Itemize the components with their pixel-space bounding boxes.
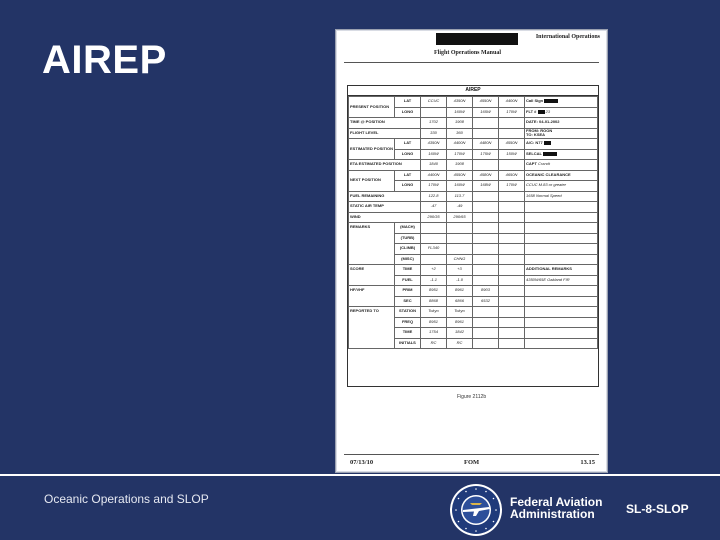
selcal-cell: SELCAL (525, 149, 598, 160)
cell (525, 223, 598, 234)
cell: 8961 (447, 286, 473, 297)
label-flight-level: FLIGHT LEVEL (349, 128, 421, 139)
cell: 360 (447, 128, 473, 139)
cell: 168W (473, 181, 499, 192)
cell: 1842 (447, 328, 473, 339)
label-mach: (MACH) (395, 223, 421, 234)
redaction-block (544, 141, 551, 145)
call-sign-cell: Call Sign (525, 97, 598, 108)
cell: CCUC (421, 97, 447, 108)
cell: 4480N (473, 139, 499, 150)
cell: Tokyo (447, 307, 473, 318)
cell (499, 233, 525, 244)
from-to-cell: FROM: ROON TO: KSEA (525, 128, 598, 139)
captain-cell: CAPT Crandt (525, 160, 598, 171)
label-hf-vhf: HF/VHF (349, 286, 395, 307)
aircraft-cell: A/C: N77 (525, 139, 598, 150)
label-time-position: TIME @ POSITION (349, 118, 421, 129)
cell: CHNG (447, 254, 473, 265)
clearance-value-cell: CCUC M.83 or greater (525, 181, 598, 192)
cell (421, 223, 447, 234)
redaction-block (538, 110, 545, 114)
document-page (335, 29, 608, 473)
cell: -1.0 (447, 275, 473, 286)
label-estimated-position: ESTIMATED POSITION (349, 139, 395, 160)
airep-table (348, 96, 598, 349)
table-row (349, 160, 598, 171)
cell: 4400N (421, 170, 447, 181)
footer-rule (344, 454, 599, 455)
redaction-block (544, 99, 558, 103)
cell: 4580N (473, 170, 499, 181)
cell: +2 (421, 265, 447, 276)
cell (473, 317, 499, 328)
cell: 170W (421, 181, 447, 192)
cell: Tokyo (421, 307, 447, 318)
remark-value-cell: 4350N/65E Oakland FIR (525, 275, 598, 286)
cell: 160W (447, 107, 473, 118)
label-fuel: FUEL (395, 275, 421, 286)
cell (525, 328, 598, 339)
cell (499, 223, 525, 234)
label-long: LONG (395, 107, 421, 118)
cell: FL340 (421, 244, 447, 255)
figure-caption: Figure 2112b (457, 394, 487, 400)
cell: 8951 (421, 286, 447, 297)
table-row (349, 307, 598, 318)
cell: 8961 (447, 317, 473, 328)
airep-form (347, 85, 599, 387)
table-row (349, 202, 598, 213)
faa-wordmark: Federal Aviation Administration (510, 495, 603, 521)
cell (473, 338, 499, 349)
cell: 170W (499, 107, 525, 118)
additional-remarks-cell: ADDITIONAL REMARKS (525, 265, 598, 276)
cell (499, 118, 525, 129)
cell (473, 212, 499, 223)
cell: -1.1 (421, 275, 447, 286)
cell (525, 202, 598, 213)
label-remarks: REMARKS (349, 223, 395, 265)
label-eta-time: ETA ESTIMATED POSITION (349, 160, 421, 171)
table-row (349, 286, 598, 297)
table-row (349, 128, 598, 139)
cell: 4400N (447, 139, 473, 150)
date-cell: DATE: 04-01-2002 (525, 118, 598, 129)
cell (421, 254, 447, 265)
cell (499, 202, 525, 213)
cell: 6866 (447, 296, 473, 307)
cell (473, 265, 499, 276)
cell (473, 202, 499, 213)
table-row (349, 97, 598, 108)
cell: 8951 (421, 317, 447, 328)
label-turb: (TURB) (395, 233, 421, 244)
cell (499, 275, 525, 286)
document-manual-title: Flight Operations Manual (434, 50, 502, 56)
cell: 290/65 (447, 212, 473, 223)
cell (525, 338, 598, 349)
label-static-air-temp: STATIC AIR TEMP (349, 202, 421, 213)
cell: 330 (421, 128, 447, 139)
document-department: International Operations (535, 34, 600, 40)
cell (473, 275, 499, 286)
label-time: TIME (395, 265, 421, 276)
cell: 8903 (473, 286, 499, 297)
label-wind: WIND (349, 212, 421, 223)
cell (525, 212, 598, 223)
document-footer-fom: FOM (464, 459, 480, 466)
cell (473, 191, 499, 202)
cell: 175W (473, 149, 499, 160)
redaction-bar (436, 33, 518, 45)
label-long: LONG (395, 149, 421, 160)
cell (473, 244, 499, 255)
document-footer-page: 13.15 (580, 459, 595, 466)
cell (525, 244, 598, 255)
cell (499, 265, 525, 276)
label-lat: LAT (395, 97, 421, 108)
footer-course-title: Oceanic Operations and SLOP (44, 492, 209, 506)
label-freq: FREQ (395, 317, 421, 328)
cell (447, 233, 473, 244)
table-row (349, 223, 598, 234)
label-station: STATION (395, 307, 421, 318)
label-time: TIME (395, 328, 421, 339)
cell (525, 254, 598, 265)
cell (499, 317, 525, 328)
label-lat: LAT (395, 170, 421, 181)
cell (473, 307, 499, 318)
cell: 160W (421, 149, 447, 160)
normal-speed-cell: 1658 Normal Speed (525, 191, 598, 202)
cell (499, 296, 525, 307)
cell (421, 233, 447, 244)
cell: 1702 (421, 118, 447, 129)
cell (499, 286, 525, 297)
cell (499, 328, 525, 339)
cell (525, 296, 598, 307)
cell: 170W (499, 181, 525, 192)
label-next-position: NEXT POSITION (349, 170, 395, 191)
label-fuel-remaining: FUEL REMAINING (349, 191, 421, 202)
cell (499, 160, 525, 171)
table-row (349, 139, 598, 150)
cell (499, 191, 525, 202)
label-present-position: PRESENT POSITION (349, 97, 395, 118)
cell (499, 128, 525, 139)
faa-seal-icon (449, 483, 503, 537)
cell (473, 118, 499, 129)
label-misc: (MISC) (395, 254, 421, 265)
label-initials: INITIALS (395, 338, 421, 349)
cell: 4550N (447, 170, 473, 181)
cell (447, 223, 473, 234)
redaction-block (543, 152, 557, 156)
label-reported-to: REPORTED TO (349, 307, 395, 349)
label-long: LONG (395, 181, 421, 192)
cell: 6532 (473, 296, 499, 307)
cell: 4400N (499, 97, 525, 108)
cell (525, 307, 598, 318)
cell: 4550N (499, 139, 525, 150)
cell: RC (421, 338, 447, 349)
cell (499, 212, 525, 223)
label-score: SCORE (349, 265, 395, 286)
label-lat: LAT (395, 139, 421, 150)
cell (525, 286, 598, 297)
cell: 4650N (499, 170, 525, 181)
form-title: AIREP (348, 86, 598, 96)
cell: 290/35 (421, 212, 447, 223)
cell: 1908 (447, 160, 473, 171)
label-sec: SEC (395, 296, 421, 307)
cell (473, 233, 499, 244)
cell (499, 244, 525, 255)
cell (473, 128, 499, 139)
cell: +3 (447, 265, 473, 276)
cell: 150W (499, 149, 525, 160)
oceanic-clearance-cell: OCEANIC CLEARANCE (525, 170, 598, 181)
slide-id: SL-8-SLOP (626, 502, 689, 516)
slide-title: AIREP (42, 38, 167, 82)
table-row (349, 212, 598, 223)
cell: 4350N (447, 97, 473, 108)
cell (499, 338, 525, 349)
cell: 1754 (421, 328, 447, 339)
table-row (349, 170, 598, 181)
cell: 1840 (421, 160, 447, 171)
cell (473, 223, 499, 234)
cell (525, 233, 598, 244)
cell: 122.8 (421, 191, 447, 202)
cell: 1908 (447, 118, 473, 129)
table-row (349, 191, 598, 202)
flt-cell: FLT # 23 (525, 107, 598, 118)
cell: -47 (421, 202, 447, 213)
label-climb: (CLIMB) (395, 244, 421, 255)
header-rule (344, 62, 599, 63)
cell (499, 307, 525, 318)
cell: 4350N (421, 139, 447, 150)
document-footer-date: 07/13/10 (350, 459, 374, 466)
cell (447, 244, 473, 255)
table-row (349, 265, 598, 276)
cell (525, 317, 598, 328)
label-prim: PRIM (395, 286, 421, 297)
table-row (349, 118, 598, 129)
cell (499, 254, 525, 265)
cell: 165W (473, 107, 499, 118)
cell (421, 107, 447, 118)
cell (473, 160, 499, 171)
cell: 113.7 (447, 191, 473, 202)
cell (473, 328, 499, 339)
cell: 8868 (421, 296, 447, 307)
cell (473, 254, 499, 265)
cell: RC (447, 338, 473, 349)
cell: -49 (447, 202, 473, 213)
cell: 4550N (473, 97, 499, 108)
cell: 170W (447, 149, 473, 160)
footer-divider (0, 474, 720, 476)
cell: 160W (447, 181, 473, 192)
